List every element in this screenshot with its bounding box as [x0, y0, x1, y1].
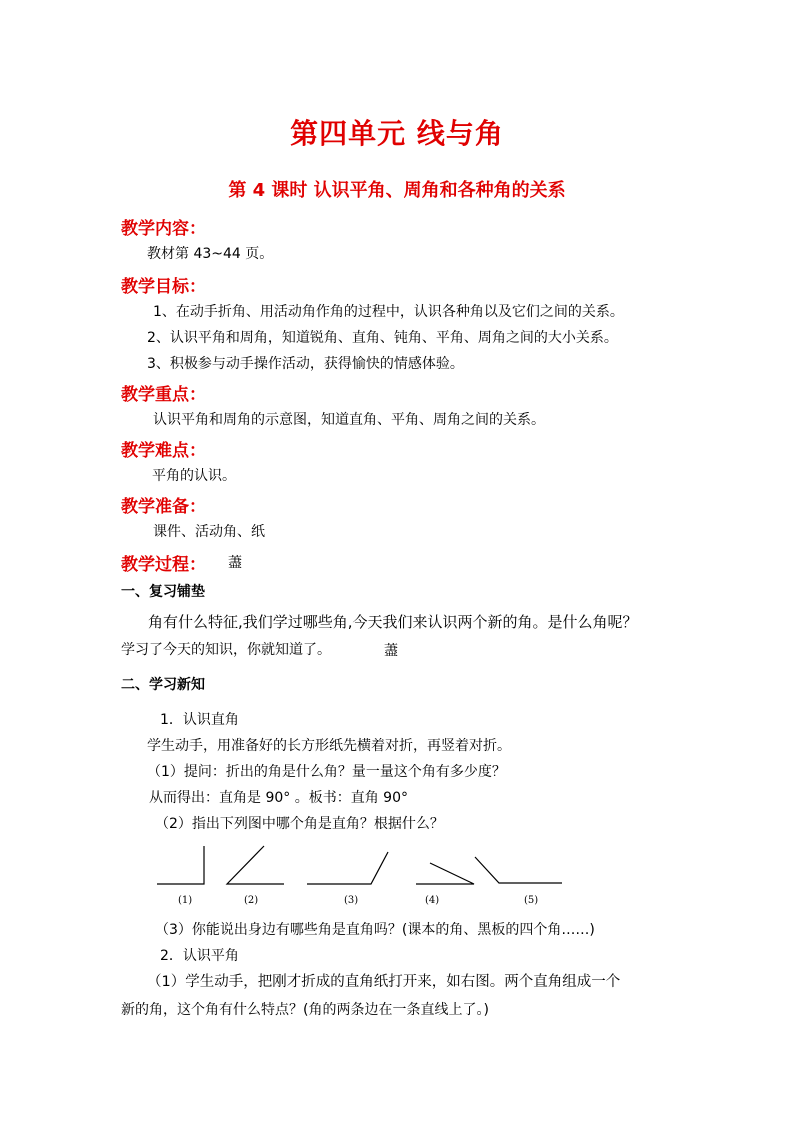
lesson-subtitle: 第 4 课时 认识平角、周角和各种角的关系: [228, 180, 566, 201]
objective-item-2: 2、认识平角和周角，知道锐角、直角、钝角、平角、周角之间的大小关系。: [147, 330, 618, 346]
angle-figure-3: [307, 852, 388, 884]
section1-question1: （1）提问：折出的角是什么角？量一量这个角有多少度？: [147, 764, 506, 780]
part1-line2: 学习了今天的知识，你就知道了。: [121, 642, 331, 658]
section1-title: 1．认识直角: [160, 712, 239, 728]
page-title: 第四单元 线与角: [290, 117, 504, 150]
angle-figure-4: [416, 863, 474, 884]
objectives-heading: 教学目标：: [121, 277, 206, 297]
figure-label-5: (5): [524, 895, 539, 906]
section2-line2: 新的角，这个角有什么特点？(角的两条边在一条直线上了。): [121, 1002, 489, 1018]
part2-heading: 二、学习新知: [121, 677, 205, 693]
difficulties-text: 平角的认识。: [152, 468, 236, 484]
part1-line1: 角有什么特征,我们学过哪些角,今天我们来认识两个新的角。是什么角呢？: [148, 613, 638, 631]
section2-line1: （1）学生动手，把刚才折成的直角纸打开来，如右图。两个直角组成一个: [147, 974, 621, 990]
angle-figure-2: [227, 846, 284, 884]
part1-heading: 一、复习铺垫: [121, 584, 205, 600]
section1-conclusion: 从而得出：直角是 90° 。板书：直角 90°: [149, 790, 408, 806]
angle-figures: [150, 840, 570, 912]
preparation-heading: 教学准备：: [121, 497, 206, 517]
process-heading: 教学过程：: [121, 555, 206, 575]
figure-label-3: (3): [344, 895, 359, 906]
section1-line1: 学生动手，用准备好的长方形纸先横着对折，再竖着对折。: [147, 738, 511, 754]
section2-title: 2．认识平角: [160, 948, 239, 964]
difficulties-heading: 教学难点：: [121, 441, 206, 461]
figure-label-2: (2): [244, 895, 259, 906]
section1-question2: （2）指出下列图中哪个角是直角？根据什么？: [155, 816, 444, 832]
content-text: 教材第 43~44 页。: [147, 246, 274, 262]
preparation-text: 课件、活动角、纸: [153, 524, 265, 540]
section1-question3: （3）你能说出身边有哪些角是直角吗？(课本的角、黑板的四个角……): [155, 922, 595, 938]
objective-item-1: 1、在动手折角、用活动角作角的过程中，认识各种角以及它们之间的关系。: [153, 304, 624, 320]
angle-figure-1: [157, 846, 204, 884]
part1-mark: 藎: [384, 643, 398, 659]
key-points-text: 认识平角和周角的示意图，知道直角、平角、周角之间的关系。: [153, 412, 545, 428]
figure-label-1: (1): [178, 895, 193, 906]
objective-item-3: 3、积极参与动手操作活动，获得愉快的情感体验。: [147, 356, 464, 372]
key-points-heading: 教学重点：: [121, 385, 206, 405]
content-heading: 教学内容：: [121, 219, 206, 239]
angle-figure-5: [475, 857, 562, 883]
figure-label-4: (4): [425, 895, 440, 906]
process-mark: 藎: [228, 555, 242, 571]
